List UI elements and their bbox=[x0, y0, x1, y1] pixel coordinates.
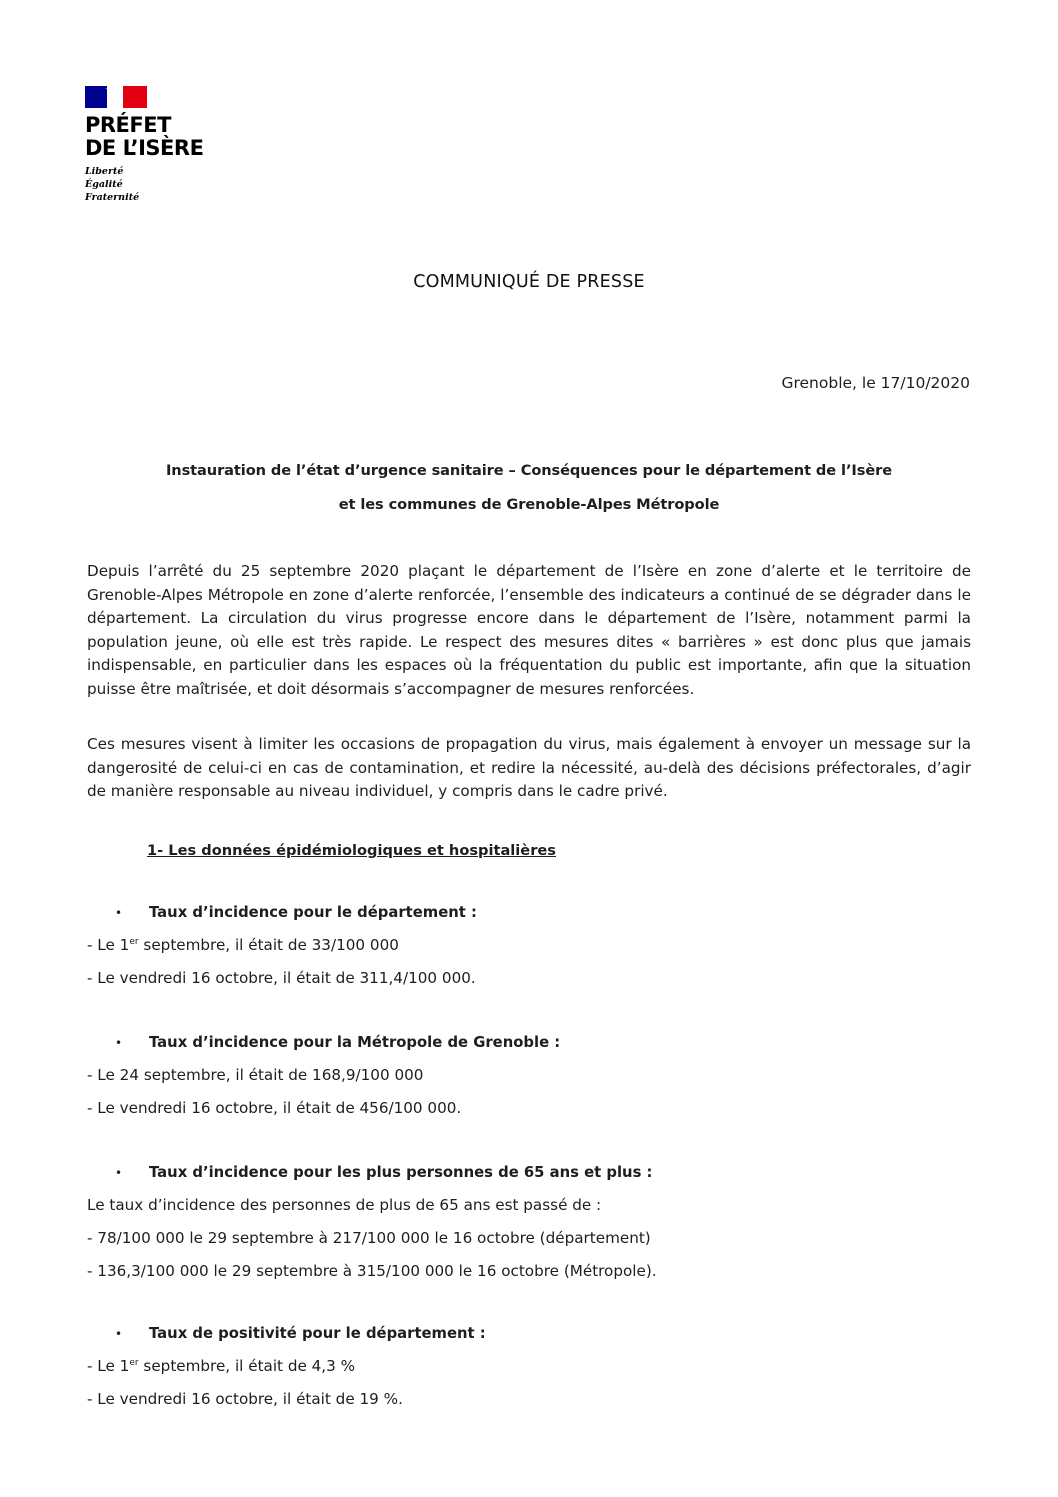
bullet-icon: • bbox=[115, 906, 123, 920]
intro-paragraph: Depuis l’arrêté du 25 septembre 2020 plaçant le département de l’Isère en zone d’alerte et le territoire de Grenoble-Alpes Métropole en zone d’alerte renforcée, l’ensemble des indicateurs a continué de se dégrader dans le département. La circulation du virus progresse encore dans le département de l’Isère, notamment parmi la population jeune, où elle est très rapide. Le respect des mesures dites « barrières » est donc plus que jamais indispensable, en particulier dans les espaces où la fréquentation du public est importante, afin que la situation puisse être maîtrisée, et doit désormais s’accompagner de mesures renforcées. bbox=[87, 562, 971, 698]
bullet-heading-metropole-incidence bbox=[115, 1034, 560, 1051]
list-item-text: - Le 1 bbox=[87, 1357, 130, 1375]
prefet-line1: PRÉFET bbox=[85, 113, 171, 137]
list-item-text: - Le 1 bbox=[87, 936, 130, 954]
bullet-label: Taux d’incidence pour le département : bbox=[149, 904, 477, 921]
list-item bbox=[87, 936, 399, 954]
list-item bbox=[87, 1357, 355, 1375]
list-item: - Le vendredi 16 octobre, il était de 456/100 000. bbox=[87, 1099, 462, 1117]
motto-fraternite: Fraternité bbox=[85, 192, 140, 203]
bullet-heading-over65-incidence bbox=[115, 1164, 652, 1181]
dateline: Grenoble, le 17/10/2020 bbox=[781, 374, 970, 392]
section-heading-epidemiological-data: 1- Les données épidémiologiques et hospitalières bbox=[147, 842, 556, 859]
prefet-line2: DE L’ISÈRE bbox=[85, 136, 204, 160]
list-item: - Le vendredi 16 octobre, il était de 19 %. bbox=[87, 1390, 403, 1408]
prefet-title bbox=[85, 114, 203, 160]
bullet-label: Taux de positivité pour le département : bbox=[149, 1325, 486, 1342]
list-item-text: septembre, il était de 4,3 % bbox=[138, 1357, 356, 1375]
document-title-line1: Instauration de l’état d’urgence sanitaire – Conséquences pour le département de l’Isère bbox=[165, 462, 893, 479]
bullet-heading-department-incidence bbox=[115, 904, 477, 921]
prefecture-logo bbox=[85, 86, 203, 204]
list-item: - Le 24 septembre, il était de 168,9/100 000 bbox=[87, 1066, 424, 1084]
list-item-text: septembre, il était de 33/100 000 bbox=[138, 936, 399, 954]
measures-paragraph: Ces mesures visent à limiter les occasions de propagation du virus, mais également à envoyer un message sur la dangerosité de celui-ci en cas de contamination, et redire la nécessité, au-delà des décisions préfectorales, d’agir de manière responsable au niveau individuel, y compris dans le cadre privé. bbox=[87, 735, 971, 800]
motto-liberte: Liberté bbox=[85, 166, 124, 177]
bullet-label: Taux d’incidence pour les plus personnes de 65 ans et plus : bbox=[149, 1164, 653, 1181]
ordinal-suffix: er bbox=[129, 1358, 139, 1368]
bullet-label: Taux d’incidence pour la Métropole de Grenoble : bbox=[149, 1034, 561, 1051]
bullet-icon: • bbox=[115, 1166, 123, 1180]
republic-motto bbox=[85, 165, 203, 204]
list-item: - 136,3/100 000 le 29 septembre à 315/100 000 le 16 octobre (Métropole). bbox=[87, 1262, 657, 1280]
bullet-heading-positivity-rate bbox=[115, 1325, 486, 1342]
list-intro: Le taux d’incidence des personnes de plus de 65 ans est passé de : bbox=[87, 1196, 602, 1214]
press-release-heading: COMMUNIQUÉ DE PRESSE bbox=[413, 272, 645, 292]
document-title-line2: et les communes de Grenoble-Alpes Métropole bbox=[338, 496, 720, 513]
list-item: - 78/100 000 le 29 septembre à 217/100 000 le 16 octobre (département) bbox=[87, 1229, 651, 1247]
marianne-flag-icon bbox=[85, 86, 147, 108]
motto-egalite: Égalité bbox=[85, 179, 123, 190]
bullet-icon: • bbox=[115, 1036, 123, 1050]
bullet-icon: • bbox=[115, 1327, 123, 1341]
list-item: - Le vendredi 16 octobre, il était de 311,4/100 000. bbox=[87, 969, 476, 987]
ordinal-suffix: er bbox=[129, 937, 139, 947]
